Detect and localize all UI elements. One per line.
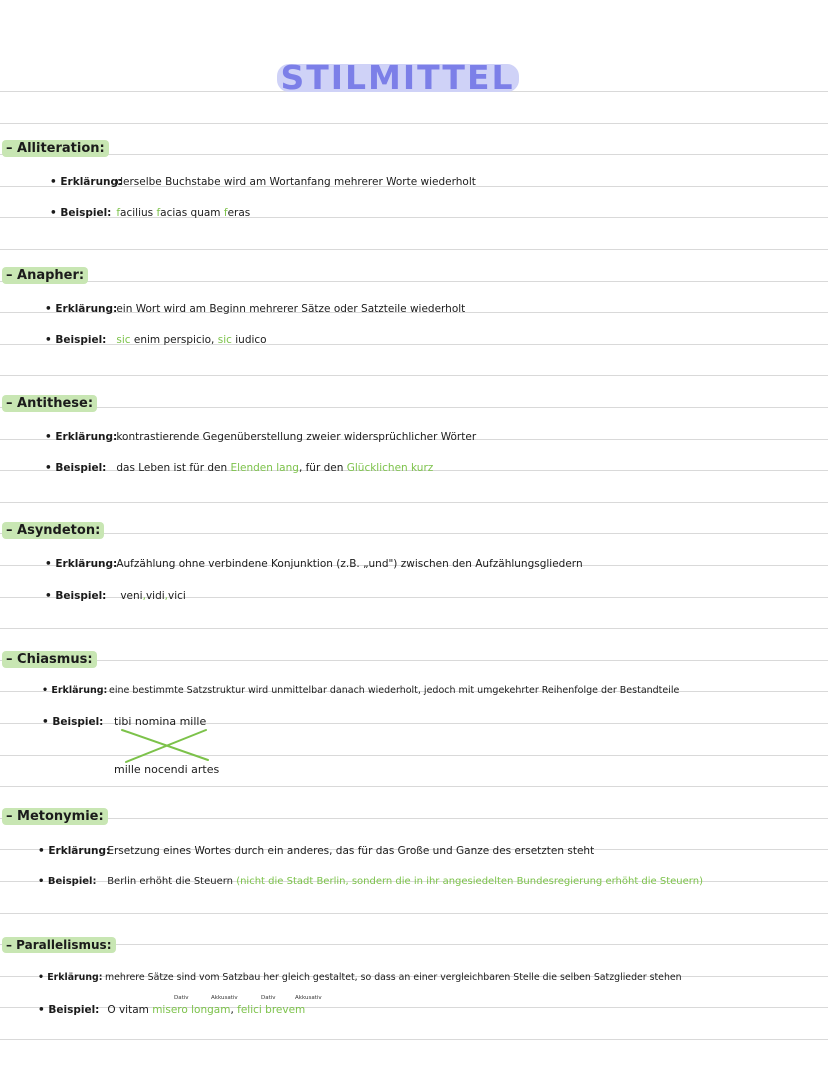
example-highlight: f: [223, 207, 228, 219]
ruled-line: [0, 154, 828, 155]
ruled-line: [0, 660, 828, 661]
erklaerung-label: • Erklärung:: [38, 972, 103, 983]
parallelismus-beispiel: [38, 1000, 305, 1020]
example-highlight: felici brevem: [237, 1004, 306, 1016]
case-note-4: Akkusativ: [295, 995, 322, 1001]
erklaerung-text: eine bestimmte Satzstruktur wird unmittelbar danach wiederholt, jedoch mit umgekehrter Reihenfolge der Bestandteile: [109, 685, 680, 696]
heading-antithese-label: – Antithese:: [2, 395, 97, 412]
beispiel-label: • Beispiel:: [45, 334, 107, 346]
case-note-2: Akkusativ: [211, 995, 238, 1001]
heading-parallelismus-label: – Parallelismus:: [2, 937, 116, 953]
heading-metonymie-label: – Metonymie:: [2, 808, 108, 825]
erklaerung-label: • Erklärung:: [42, 685, 108, 696]
heading-asyndeton: [2, 521, 104, 541]
example-text: , für den: [298, 462, 347, 474]
erklaerung-text: mehrere Sätze sind vom Satzbau her gleich gestaltet, so dass an einer vergleichbaren Stelle die selben Satzglieder stehen: [104, 972, 682, 983]
beispiel-label: • Beispiel:: [45, 462, 107, 474]
heading-alliteration: [2, 139, 109, 159]
beispiel-text: [116, 334, 266, 346]
example-highlight: sic: [116, 334, 131, 346]
chiasmus-beispiel-label-row: [42, 712, 112, 732]
ruled-line: [0, 818, 828, 819]
example-text: vici: [168, 590, 186, 602]
example-text: vidi: [145, 590, 165, 602]
beispiel-label: • Beispiel:: [38, 1004, 100, 1016]
ruled-line: [0, 533, 828, 534]
erklaerung-text: derselbe Buchstabe wird am Wortanfang mehrerer Worte wiederholt: [116, 176, 476, 188]
beispiel-text: [116, 462, 433, 474]
heading-asyndeton-label: – Asyndeton:: [2, 522, 104, 539]
example-highlight: sic: [217, 334, 232, 346]
erklaerung-text: Ersetzung eines Wortes durch ein anderes, das für das Große und Ganze des ersetzten steht: [107, 845, 595, 857]
heading-chiasmus-label: – Chiasmus:: [2, 651, 97, 668]
erklaerung-text: Aufzählung ohne verbindene Konjunktion (z.B. „und") zwischen den Aufzählungsgliedern: [116, 558, 583, 570]
ruled-line: [0, 786, 828, 787]
case-note-3: Dativ: [261, 995, 276, 1001]
metonymie-beispiel: [38, 872, 703, 892]
beispiel-label: • Beispiel:: [45, 590, 107, 602]
example-text: veni: [120, 590, 143, 602]
alliteration-beispiel: [50, 203, 250, 223]
example-text: iudico: [231, 334, 267, 346]
example-text: eras: [227, 207, 251, 219]
example-text: das Leben ist für den: [116, 462, 231, 474]
case-note-1: Dativ: [174, 995, 189, 1001]
chiasmus-cross-icon: [120, 728, 212, 764]
erklaerung-label: • Erklärung:: [45, 303, 118, 315]
ruled-line: [0, 407, 828, 408]
beispiel-label: • Beispiel:: [42, 716, 104, 728]
example-text: ,: [230, 1004, 238, 1016]
chiasmus-beispiel-bottom: mille nocendi artes: [114, 763, 220, 776]
beispiel-text: [116, 207, 250, 219]
title-text: STILMITTEL: [280, 58, 515, 97]
beispiel-text: [120, 590, 185, 602]
ruled-line: [0, 628, 828, 629]
example-text: acilius: [120, 207, 157, 219]
ruled-line: [0, 123, 828, 124]
heading-parallelismus: [2, 935, 116, 955]
beispiel-text: [107, 1004, 305, 1016]
chiasmus-erklaerung: [42, 681, 679, 701]
parallelismus-erklaerung: [38, 968, 682, 988]
heading-anapher: [2, 266, 88, 286]
example-text: acias quam: [160, 207, 224, 219]
example-highlight: ,: [142, 590, 146, 602]
erklaerung-text: kontrastierende Gegenüberstellung zweier widersprüchlicher Wörter: [116, 431, 477, 443]
example-text: Berlin erhöht die Steuern: [107, 876, 237, 887]
erklaerung-label: • Erklärung:: [50, 176, 123, 188]
asyndeton-erklaerung: [45, 554, 583, 574]
example-highlight: (nicht die Stadt Berlin, sondern die in ihr angesiedelten Bundesregierung erhöht die Steuern): [236, 876, 703, 887]
heading-anapher-label: – Anapher:: [2, 267, 88, 284]
anapher-erklaerung: [45, 299, 465, 319]
example-highlight: f: [116, 207, 121, 219]
example-highlight: misero longam: [152, 1004, 231, 1016]
erklaerung-label: • Erklärung:: [45, 558, 118, 570]
antithese-beispiel: [45, 458, 433, 478]
example-highlight: ,: [164, 590, 168, 602]
example-text: O vitam: [107, 1004, 153, 1016]
ruled-line: [0, 913, 828, 914]
example-highlight: f: [156, 207, 161, 219]
erklaerung-text: ein Wort wird am Beginn mehrerer Sätze oder Satzteile wiederholt: [116, 303, 466, 315]
example-highlight: Elenden lang: [230, 462, 299, 474]
ruled-line: [0, 375, 828, 376]
heading-metonymie: [2, 807, 108, 827]
ruled-line: [0, 502, 828, 503]
example-text: enim perspicio,: [130, 334, 218, 346]
metonymie-erklaerung: [38, 841, 594, 861]
antithese-erklaerung: [45, 427, 476, 447]
beispiel-label: • Beispiel:: [50, 207, 112, 219]
example-highlight: Glücklichen kurz: [346, 462, 434, 474]
ruled-line: [0, 249, 828, 250]
alliteration-erklaerung: [50, 172, 476, 192]
ruled-line: [0, 944, 828, 945]
beispiel-label: • Beispiel:: [38, 876, 97, 887]
beispiel-text: [107, 876, 703, 887]
asyndeton-beispiel: [45, 586, 186, 606]
anapher-beispiel: [45, 330, 267, 350]
page-title: [275, 58, 520, 98]
ruled-line: [0, 281, 828, 282]
chiasmus-beispiel-top: tibi nomina mille: [114, 715, 207, 728]
heading-chiasmus: [2, 650, 97, 670]
ruled-line: [0, 1039, 828, 1040]
heading-antithese: [2, 394, 97, 414]
heading-alliteration-label: – Alliteration:: [2, 140, 109, 157]
erklaerung-label: • Erklärung:: [38, 845, 111, 857]
erklaerung-label: • Erklärung:: [45, 431, 118, 443]
